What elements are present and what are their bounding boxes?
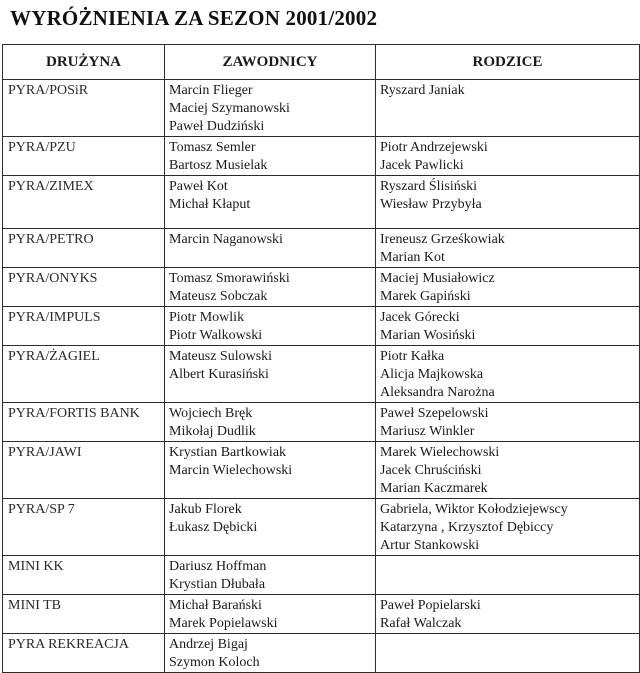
player-name: Tomasz Semler [169,140,256,155]
parent-name: Ryszard Janiak [380,83,465,98]
player-name: Marcin Naganowski [169,232,283,247]
player-name: Piotr Mowlik [169,310,245,325]
team-name: PYRA/POSiR [8,83,89,98]
table-row [3,346,640,403]
player-name: Paweł Dudziński [169,119,265,134]
parent-name: Aleksandra Narożna [380,385,495,400]
team-name: PYRA REKREACJA [8,637,129,652]
player-name: Paweł Kot [169,179,228,194]
parents-cell [376,176,640,229]
players-cell [165,442,376,499]
players-cell [165,499,376,556]
parents-cell [376,403,640,442]
table-row [3,137,640,176]
team-cell [3,176,165,229]
players-cell [165,556,376,595]
parent-name: Katarzyna , Krzysztof Dębiccy [380,520,554,535]
table-row [3,595,640,634]
parent-name: Ryszard Ślisiński [380,179,478,194]
parents-cell [376,442,640,499]
player-name: Michał Kłaput [169,197,251,212]
player-name: Mateusz Sobczak [169,289,268,304]
team-name: PYRA/FORTIS BANK [8,406,140,421]
player-name: Mateusz Sulowski [169,349,273,364]
player-name: Wojciech Bręk [169,406,253,421]
team-cell [3,403,165,442]
player-name: Bartosz Musielak [169,158,268,173]
players-cell [165,229,376,268]
parents-cell [376,346,640,403]
team-cell [3,595,165,634]
team-cell [3,346,165,403]
parent-name: Paweł Szepelowski [380,406,489,421]
team-cell [3,499,165,556]
player-name: Dariusz Hoffman [169,559,267,574]
header-team: DRUŻYNA [3,45,165,80]
parent-name: Mariusz Winkler [380,424,475,439]
parents-cell [376,556,640,595]
players-cell [165,137,376,176]
parents-cell [376,595,640,634]
header-players: ZAWODNICY [165,45,376,80]
table-row [3,268,640,307]
team-name: PYRA/ŻAGIEL [8,349,100,364]
players-cell [165,634,376,673]
parent-name: Jacek Chruściński [380,463,482,478]
parent-name: Marian Kot [380,250,445,265]
awards-body [3,80,640,673]
team-cell [3,137,165,176]
parent-name: Wiesław Przybyła [380,197,482,212]
parent-name: Jacek Górecki [380,310,460,325]
parent-name: Artur Stankowski [380,538,480,553]
parents-cell [376,634,640,673]
parent-name: Piotr Andrzejewski [380,140,488,155]
parent-name: Paweł Popielarski [380,598,481,613]
players-cell [165,176,376,229]
player-name: Marcin Flieger [169,83,253,98]
team-cell [3,307,165,346]
parent-name: Rafał Walczak [380,616,462,631]
players-cell [165,346,376,403]
team-cell [3,229,165,268]
parents-cell [376,137,640,176]
player-name: Krystian Bartkowiak [169,445,287,460]
parent-name: Alicja Majkowska [380,367,484,382]
team-name: PYRA/ONYKS [8,271,98,286]
team-name: PYRA/IMPULS [8,310,101,325]
table-row [3,403,640,442]
team-cell [3,80,165,137]
parent-name: Marek Wielechowski [380,445,500,460]
table-row [3,307,640,346]
parent-name: Ireneusz Grześkowiak [380,232,505,247]
team-name: PYRA/SP 7 [8,502,75,517]
header-parents: RODZICE [376,45,640,80]
team-name: MINI KK [8,559,64,574]
parent-name: Piotr Kałka [380,349,445,364]
players-cell [165,595,376,634]
players-cell [165,403,376,442]
page-title: WYRÓŻNIENIA ZA SEZON 2001/2002 [10,6,378,30]
players-cell [165,307,376,346]
parent-name: Maciej Musiałowicz [380,271,495,286]
parent-name: Gabriela, Wiktor Kołodziejewscy [380,502,568,517]
player-name: Marek Popielawski [169,616,278,631]
awards-table [2,44,640,673]
parent-name: Jacek Pawlicki [380,158,464,173]
table-row [3,499,640,556]
team-name: PYRA/ZIMEX [8,179,94,194]
table-row [3,556,640,595]
player-name: Łukasz Dębicki [169,520,258,535]
team-cell [3,634,165,673]
player-name: Michał Barański [169,598,262,613]
player-name: Krystian Dłubała [169,577,266,592]
player-name: Szymon Koloch [169,655,260,670]
parents-cell [376,268,640,307]
parent-name: Marek Gapiński [380,289,471,304]
table-row [3,634,640,673]
table-row [3,176,640,229]
player-name: Albert Kurasiński [169,367,269,382]
table-row [3,442,640,499]
players-cell [165,80,376,137]
parents-cell [376,80,640,137]
parent-name: Marian Kaczmarek [380,481,488,496]
player-name: Mikołaj Dudlik [169,424,256,439]
player-name: Andrzej Bigaj [169,637,248,652]
parents-cell [376,229,640,268]
player-name: Piotr Walkowski [169,328,263,343]
parents-cell [376,307,640,346]
player-name: Maciej Szymanowski [169,101,290,116]
player-name: Jakub Florek [169,502,242,517]
parents-cell [376,499,640,556]
team-cell [3,442,165,499]
player-name: Tomasz Smorawiński [169,271,290,286]
table-row [3,229,640,268]
team-name: MINI TB [8,598,62,613]
player-name: Marcin Wielechowski [169,463,293,478]
team-cell [3,268,165,307]
table-row [3,80,640,137]
header-row [3,45,640,80]
players-cell [165,268,376,307]
team-cell [3,556,165,595]
team-name: PYRA/PETRO [8,232,94,247]
team-name: PYRA/PZU [8,140,76,155]
parent-name: Marian Wosiński [380,328,476,343]
team-name: PYRA/JAWI [8,445,82,460]
